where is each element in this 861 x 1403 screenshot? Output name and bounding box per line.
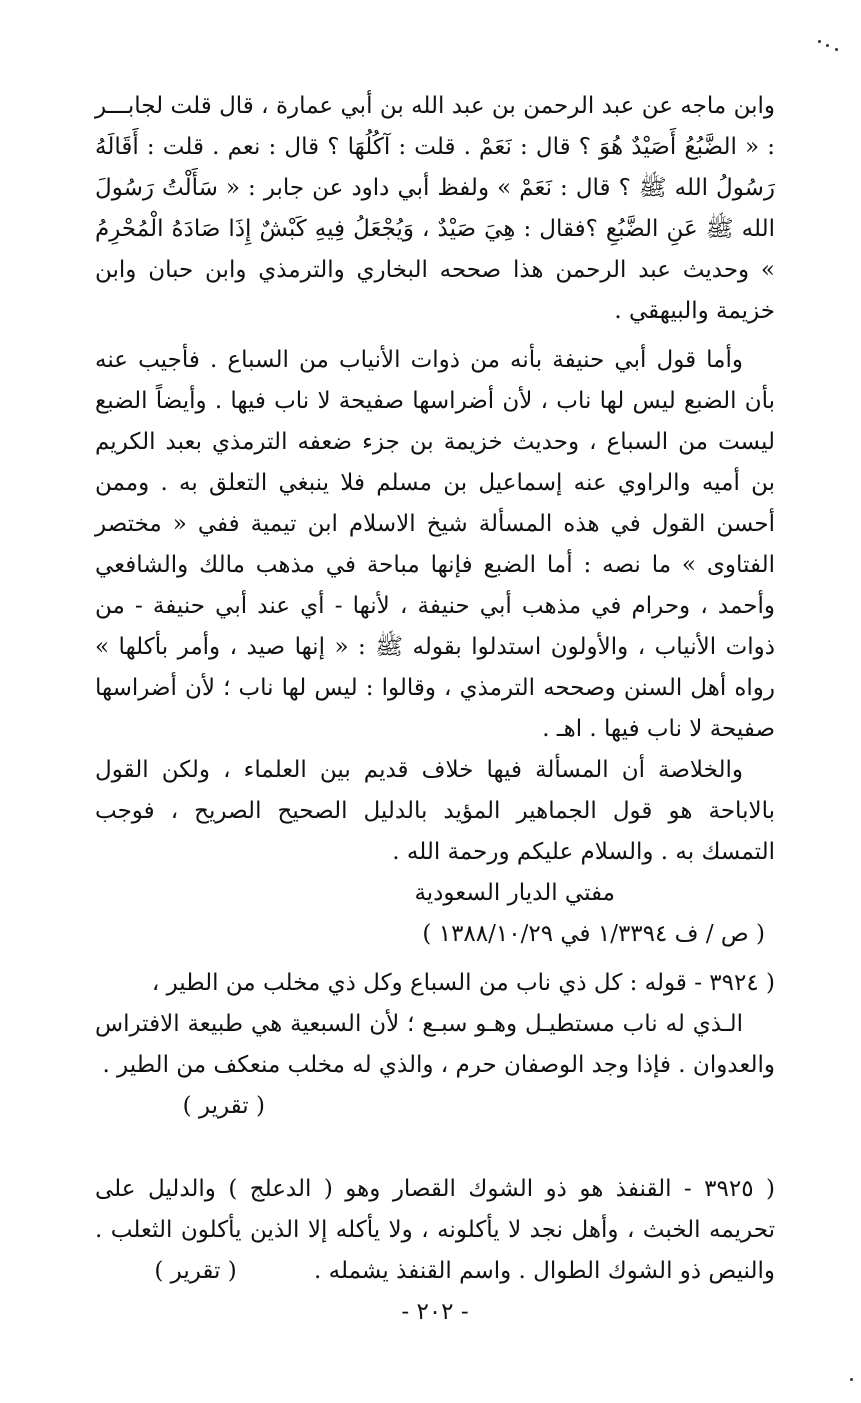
section-3924-taqrir: ( تقرير ) <box>182 1093 265 1119</box>
section-3925-text <box>95 1169 775 1292</box>
paragraph-hadith-dabu: وابن ماجه عن عبد الرحمن بن عبد الله بن أبي عمارة ، قال قلت لجابـــر : « الضَّبُعُ أَصَيْدٌ هُوَ ؟ قال : نَعَمْ . قلت : آكُلُهَا ؟ قال : نعم . قلت : أَقَالَهُ رَسُولُ الله ﷺ ؟ قال : نَعَمْ » ولفظ أبي داود عن جابر : « سَأَلْتُ رَسُولَ الله ﷺ عَنِ الضَّبُعِ ؟فقال : هِيَ صَيْدٌ ، وَيُجْعَلُ فِيهِ كَبْشٌ إِذَا صَادَهُ الْمُحْرِمُ » وحديث عبد الرحمن هذا صححه البخاري والترمذي وابن حبان وابن خزيمة والبيهقي . <box>95 93 775 324</box>
signature-mufti: مفتي الديار السعودية <box>414 880 615 906</box>
scan-speck <box>818 40 821 43</box>
document-page <box>95 86 775 1333</box>
section-3924-body: الـذي له ناب مستطيـل وهـو سبـع ؛ لأن السبعية هي طبيعة الافتراس والعدوان . فإذا وجد الوصفان حرم ، والذي له مخلب منعكف من الطير . <box>95 1011 775 1078</box>
section-3925-body: ( ٣٩٢٥ - القنفذ هو ذو الشوك القصار وهو ( الدعلج ) والدليل على تحريمه الخبث ، وأهل نجد لا يأكلونه ، ولا يأكله إلا الذين يأكلون الثعلب . والنيص ذو الشوك الطوال . واسم القنفذ يشمله . <box>95 1176 775 1284</box>
page-number: - ٢٠٢ - <box>401 1299 469 1325</box>
scan-speck <box>826 44 829 47</box>
paragraph-abu-hanifa-opinion: وأما قول أبي حنيفة بأنه من ذوات الأنياب من السباع . فأجيب عنه بأن الضبع ليس لها ناب ، لأن أضراسها صفيحة لا ناب فيها . وأيضاً الضبع ليست من السباع ، وحديث خزيمة بن جزء ضعفه الترمذي بعبد الكريم بن أميه والراوي عنه إسماعيل بن مسلم فلا ينبغي التعلق به . وممن أحسن القول في هذه المسألة شيخ الاسلام ابن تيمية ففي « مختصر الفتاوى » ما نصه : أما الضبع فإنها مباحة في مذهب مالك والشافعي وأحمد ، وحرام في مذهب أبي حنيفة ، لأنها - أي عند أبي حنيفة - من ذوات الأنياب ، والأولون استدلوا بقوله ﷺ : « إنها صيد ، وأمر بأكلها » رواه أهل السنن وصححه الترمذي ، وقالوا : ليس لها ناب ؛ لأن أضراسها صفيحة لا ناب فيها . اهـ . <box>95 347 775 742</box>
scan-speck <box>850 1378 853 1381</box>
section-3925-taqrir: ( تقرير ) <box>154 1258 237 1284</box>
scan-speck <box>835 48 838 51</box>
section-3924-heading: ( ٣٩٢٤ - قوله : كل ذي ناب من السباع وكل ذي مخلب من الطير ، <box>151 970 775 996</box>
paragraph-conclusion: والخلاصة أن المسألة فيها خلاف قديم بين العلماء ، ولكن القول بالاباحة هو قول الجماهير المؤيد بالدليل الصحيح الصريح ، فوجب التمسك به . والسلام عليكم ورحمة الله . <box>95 757 775 865</box>
reference-number: ( ص / ف ١/٣٣٩٤ في ١٣٨٨/١٠/٢٩ ) <box>422 921 765 947</box>
